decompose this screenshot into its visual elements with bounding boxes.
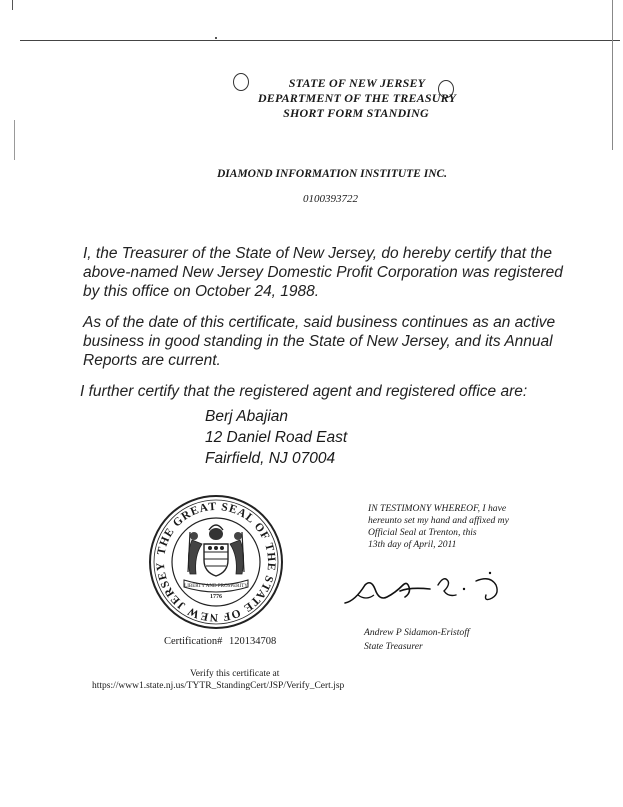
entity-number: 0100393722 (303, 193, 358, 205)
certify-paragraph: I, the Treasurer of the State of New Jersey, do hereby certify that the above-named New Jersey Domestic Profit Corporation was registered by this office on October 24, 1988. (83, 245, 563, 300)
certification-label: Certification# (164, 636, 223, 647)
treasurer-signature (340, 565, 510, 615)
agent-intro-paragraph: I further certify that the registered agent and registered office are: (80, 383, 528, 400)
header-form-type: SHORT FORM STANDING (283, 106, 429, 120)
seal-banner-text: LIBERTY AND PROSPERITY (184, 584, 248, 589)
certification-number (164, 636, 276, 647)
agent-name: Berj Abajian (205, 408, 289, 425)
verify-label: Verify this certificate at (190, 669, 280, 679)
header-state: STATE OF NEW JERSEY (288, 76, 426, 90)
testimony-line-1: IN TESTIMONY WHEREOF, I have (368, 503, 507, 514)
scan-edge-mark (14, 120, 15, 160)
scan-top-rule (20, 40, 620, 41)
signatory-name: Andrew P Sidamon-Eristoff (364, 627, 470, 638)
testimony-line-2: hereunto set my hand and affixed my (368, 515, 509, 526)
agent-city: Fairfield, NJ 07004 (205, 450, 336, 467)
verify-url[interactable]: https://www1.state.nj.us/TYTR_StandingCert/JSP/Verify_Cert.jsp (92, 681, 345, 691)
testimony-line-3: Official Seal at Trenton, this (368, 527, 477, 538)
header-department: DEPARTMENT OF THE TREASURY (257, 91, 457, 105)
signatory-title: State Treasurer (364, 641, 423, 652)
entity-name: DIAMOND INFORMATION INSTITUTE INC. (217, 168, 448, 180)
seal-ring-text: THE GREAT SEAL OF THE STATE OF NEW JERSEY (154, 500, 278, 624)
great-seal-icon (146, 492, 286, 632)
certification-value: 120134708 (228, 636, 277, 647)
testimony-line-4: 13th day of April, 2011 (368, 539, 457, 550)
scan-edge-mark (12, 0, 13, 10)
seal-year-text: 1776 (210, 594, 222, 600)
standing-paragraph: As of the date of this certificate, said business continues as an active business in good standing in the State of New Jersey, and its Annual Reports are current. (83, 314, 556, 369)
scan-edge-mark (612, 0, 613, 150)
agent-street: 12 Daniel Road East (205, 429, 348, 446)
scan-dot (215, 37, 217, 39)
